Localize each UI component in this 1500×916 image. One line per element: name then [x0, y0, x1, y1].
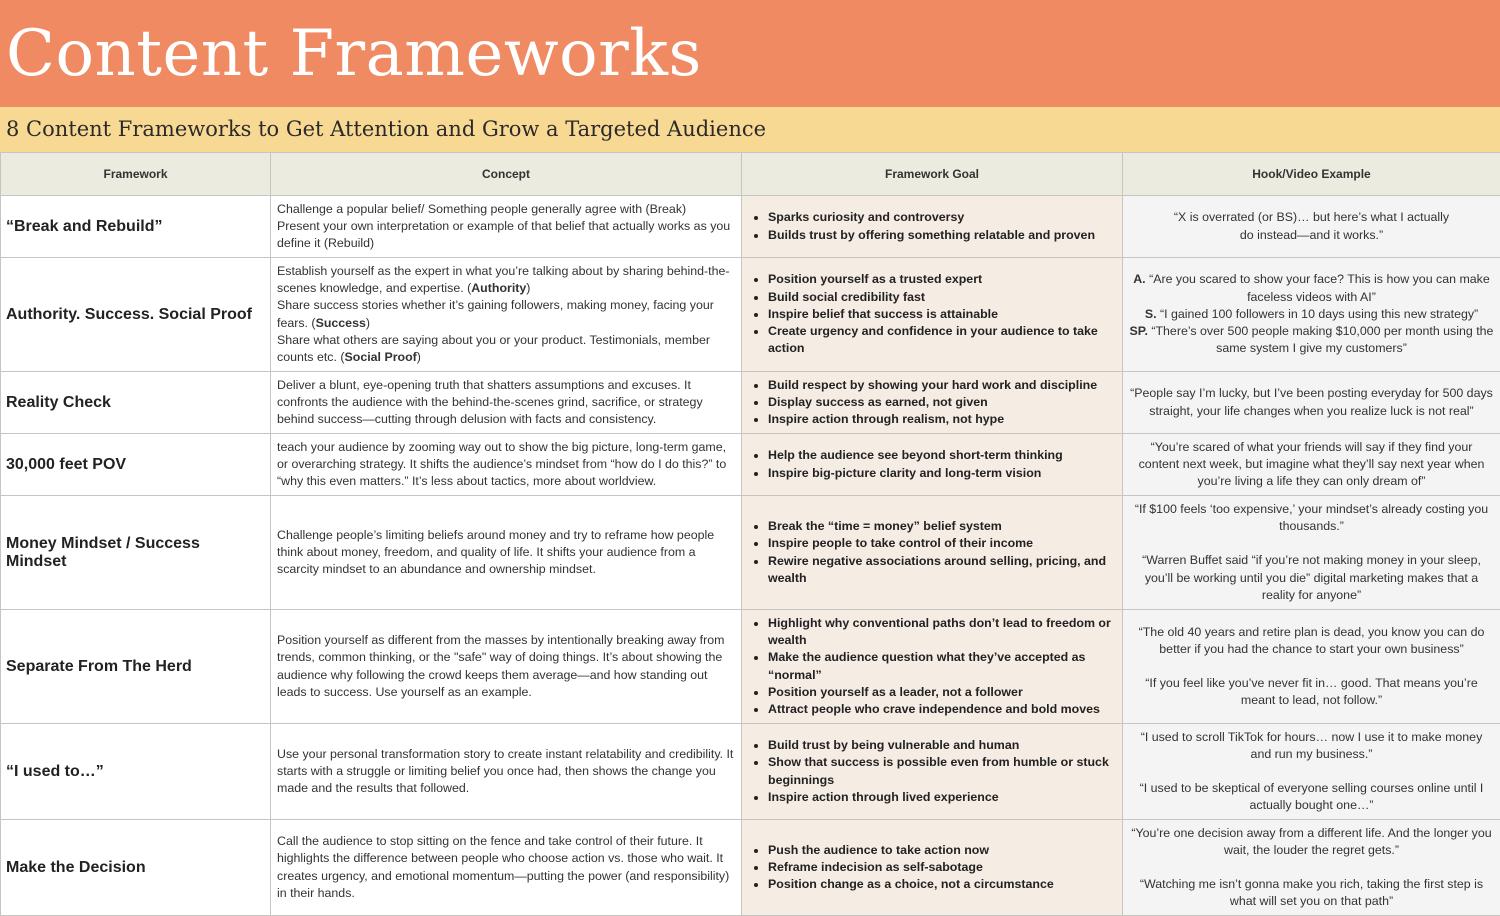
- goal-item: • Display success as earned, not given: [768, 394, 1116, 411]
- hook-text: “Are you scared to show your face? This is how you can make faceless videos with AI”: [1149, 272, 1490, 303]
- goal-item: • Make the audience question what they’ve accepted as “normal”: [768, 649, 1116, 683]
- framework-name: Reality Check: [1, 372, 271, 434]
- goal-cell: [742, 372, 1123, 434]
- goal-cell: [742, 434, 1123, 496]
- header-hook: Hook/Video Example: [1123, 153, 1500, 196]
- hook-text: “There’s over 500 people making $10,000 per month using the same system I give my customers”: [1151, 324, 1493, 355]
- table-row: [1, 820, 1500, 916]
- concept-cell: teach your audience by zooming way out to show the big picture, long-term game, or overarching strategy. It shifts the audience’s mindset from “how do I do this?” to “why this even matters.” It’s less about tactics, more about worldview.: [271, 434, 742, 496]
- table-row: [1, 724, 1500, 820]
- hook-cell: [1123, 724, 1500, 820]
- concept-text: Share success stories whether it’s gaining followers, making money, facing your fears. (: [277, 298, 714, 329]
- hook-example: [1129, 306, 1494, 323]
- goal-cell: [742, 820, 1123, 916]
- goal-item: • Position yourself as a trusted expert: [768, 271, 1116, 288]
- goal-item: • Builds trust by offering something relatable and proven: [768, 227, 1116, 244]
- concept-text: ): [526, 281, 530, 295]
- hook-cell: [1123, 258, 1500, 372]
- header-goal: Framework Goal: [742, 153, 1123, 196]
- concept-cell: Call the audience to stop sitting on the fence and take control of their future. It highlights the difference between people who choose action vs. those who wait. It creates urgency, and emotional momentum—putting the power (and responsibility) in their hands.: [271, 820, 742, 916]
- table-header-row: [1, 153, 1500, 196]
- hook-cell: [1123, 610, 1500, 724]
- goal-cell: [742, 610, 1123, 724]
- framework-name: “Break and Rebuild”: [1, 196, 271, 258]
- concept-cell: [271, 196, 742, 258]
- goal-item: • Inspire people to take control of their income: [768, 535, 1116, 552]
- goal-item: • Inspire belief that success is attainable: [768, 306, 1116, 323]
- hook-example: “You’re scared of what your friends will say if they find your content next week, but imagine what they’ll say next year when you’re living a life they can only dream of”: [1129, 439, 1494, 491]
- concept-line: [277, 263, 735, 297]
- goal-cell: [742, 724, 1123, 820]
- goal-item: • Reframe indecision as self-sabotage: [768, 859, 1116, 876]
- table-row: [1, 372, 1500, 434]
- hook-example: [1129, 323, 1494, 357]
- goal-item: • Position change as a choice, not a circumstance: [768, 876, 1116, 893]
- goal-item: • Show that success is possible even from humble or stuck beginnings: [768, 754, 1116, 788]
- concept-cell: Deliver a blunt, eye-opening truth that shatters assumptions and excuses. It confronts the audience with the behind-the-scenes grind, sacrifice, or strategy behind success—cutting through delusion with facts and consistency.: [271, 372, 742, 434]
- framework-name: Money Mindset / Success Mindset: [1, 496, 271, 610]
- hook-example: “The old 40 years and retire plan is dead, you know you can do better if you had the chance to start your own business”: [1129, 624, 1494, 658]
- concept-line: Present your own interpretation or example of that belief that actually works as you define it (Rebuild): [277, 218, 735, 252]
- table-row: [1, 258, 1500, 372]
- goal-item: • Inspire big-picture clarity and long-term vision: [768, 465, 1116, 482]
- concept-text: Share what others are saying about you or your product. Testimonials, member counts etc. (: [277, 333, 710, 364]
- goal-item: • Inspire action through lived experience: [768, 789, 1116, 806]
- concept-line: [277, 297, 735, 331]
- hook-example: “I used to scroll TikTok for hours… now I use it to make money and run my business.”: [1129, 729, 1494, 763]
- title-banner: [0, 0, 1500, 107]
- goal-item: • Sparks curiosity and controversy: [768, 209, 1116, 226]
- hook-example: “If you feel like you’ve never fit in… good. That means you’re meant to lead, not follow.”: [1129, 675, 1494, 709]
- goal-item: • Break the “time = money” belief system: [768, 518, 1116, 535]
- concept-line: Challenge a popular belief/ Something people generally agree with (Break): [277, 201, 735, 218]
- goal-item: • Attract people who crave independence and bold moves: [768, 701, 1116, 718]
- concept-line: [277, 332, 735, 366]
- concept-text: ): [366, 316, 370, 330]
- concept-cell: [271, 258, 742, 372]
- frameworks-table: [0, 152, 1500, 916]
- hook-cell: [1123, 820, 1500, 916]
- hook-example: [1129, 271, 1494, 305]
- table-row: [1, 496, 1500, 610]
- goal-item: • Create urgency and confidence in your audience to take action: [768, 323, 1116, 357]
- subtitle-banner: [0, 107, 1500, 152]
- concept-cell: Use your personal transformation story to create instant relatability and credibility. It starts with a struggle or limiting belief you once had, then shows the change you made and the results that followed.: [271, 724, 742, 820]
- concept-cell: Position yourself as different from the masses by intentionally breaking away from trends, common thinking, or the "safe" way of doing things. It’s about showing the audience why following the crowd keeps them average—and how standing out leads to success. Use yourself as an example.: [271, 610, 742, 724]
- goal-item: • Build social credibility fast: [768, 289, 1116, 306]
- header-framework: Framework: [1, 153, 271, 196]
- goal-item: • Build trust by being vulnerable and human: [768, 737, 1116, 754]
- goal-item: • Inspire action through realism, not hype: [768, 411, 1116, 428]
- goal-cell: [742, 496, 1123, 610]
- goal-cell: [742, 258, 1123, 372]
- hook-example: “If $100 feels ‘too expensive,’ your mindset’s already costing you thousands.”: [1129, 501, 1494, 535]
- hook-label: SP.: [1130, 324, 1148, 338]
- goal-item: • Help the audience see beyond short-term thinking: [768, 447, 1116, 464]
- hook-example: “You’re one decision away from a different life. And the longer you wait, the louder the regret gets.”: [1129, 825, 1494, 859]
- hook-cell: [1123, 372, 1500, 434]
- hook-example: “Watching me isn’t gonna make you rich, taking the first step is what will set you on that path”: [1129, 876, 1494, 910]
- goal-item: • Position yourself as a leader, not a follower: [768, 684, 1116, 701]
- hook-cell: [1123, 434, 1500, 496]
- concept-keyword: Authority: [471, 281, 526, 295]
- hook-example: “X is overrated (or BS)… but here’s what I actually do instead—and it works.”: [1129, 209, 1494, 243]
- framework-name: Separate From The Herd: [1, 610, 271, 724]
- hook-label: A.: [1133, 272, 1145, 286]
- concept-keyword: Social Proof: [345, 350, 417, 364]
- concept-text: ): [417, 350, 421, 364]
- table-row: [1, 196, 1500, 258]
- concept-text: Establish yourself as the expert in what you’re talking about by sharing behind-the-scenes knowledge, and expertise. (: [277, 264, 730, 295]
- goal-item: • Highlight why conventional paths don’t lead to freedom or wealth: [768, 615, 1116, 649]
- hook-example: “I used to be skeptical of everyone selling courses online until I actually bought one…”: [1129, 780, 1494, 814]
- hook-label: S.: [1145, 307, 1157, 321]
- hook-cell: [1123, 196, 1500, 258]
- framework-name: Make the Decision: [1, 820, 271, 916]
- page-subtitle: 8 Content Frameworks to Get Attention and Grow a Targeted Audience: [6, 116, 766, 142]
- framework-name: Authority. Success. Social Proof: [1, 258, 271, 372]
- goal-cell: [742, 196, 1123, 258]
- table-row: [1, 434, 1500, 496]
- goal-item: • Rewire negative associations around selling, pricing, and wealth: [768, 553, 1116, 587]
- hook-example: “Warren Buffet said “if you’re not making money in your sleep, you’ll be working until you die” digital marketing makes that a reality for anyone”: [1129, 552, 1494, 604]
- hook-text: “I gained 100 followers in 10 days using this new strategy”: [1160, 307, 1478, 321]
- goal-item: • Build respect by showing your hard work and discipline: [768, 377, 1116, 394]
- hook-example: “People say I’m lucky, but I’ve been posting everyday for 500 days straight, your life changes when you realize luck is not real”: [1129, 385, 1494, 419]
- concept-keyword: Success: [316, 316, 366, 330]
- concept-cell: Challenge people’s limiting beliefs around money and try to reframe how people think about money, freedom, and quality of life. It shifts your audience from a scarcity mindset to an abundance and ownership mindset.: [271, 496, 742, 610]
- page-title: Content Frameworks: [6, 14, 702, 94]
- framework-name: 30,000 feet POV: [1, 434, 271, 496]
- hook-cell: [1123, 496, 1500, 610]
- goal-item: • Push the audience to take action now: [768, 842, 1116, 859]
- table-row: [1, 610, 1500, 724]
- framework-name: “I used to…”: [1, 724, 271, 820]
- header-concept: Concept: [271, 153, 742, 196]
